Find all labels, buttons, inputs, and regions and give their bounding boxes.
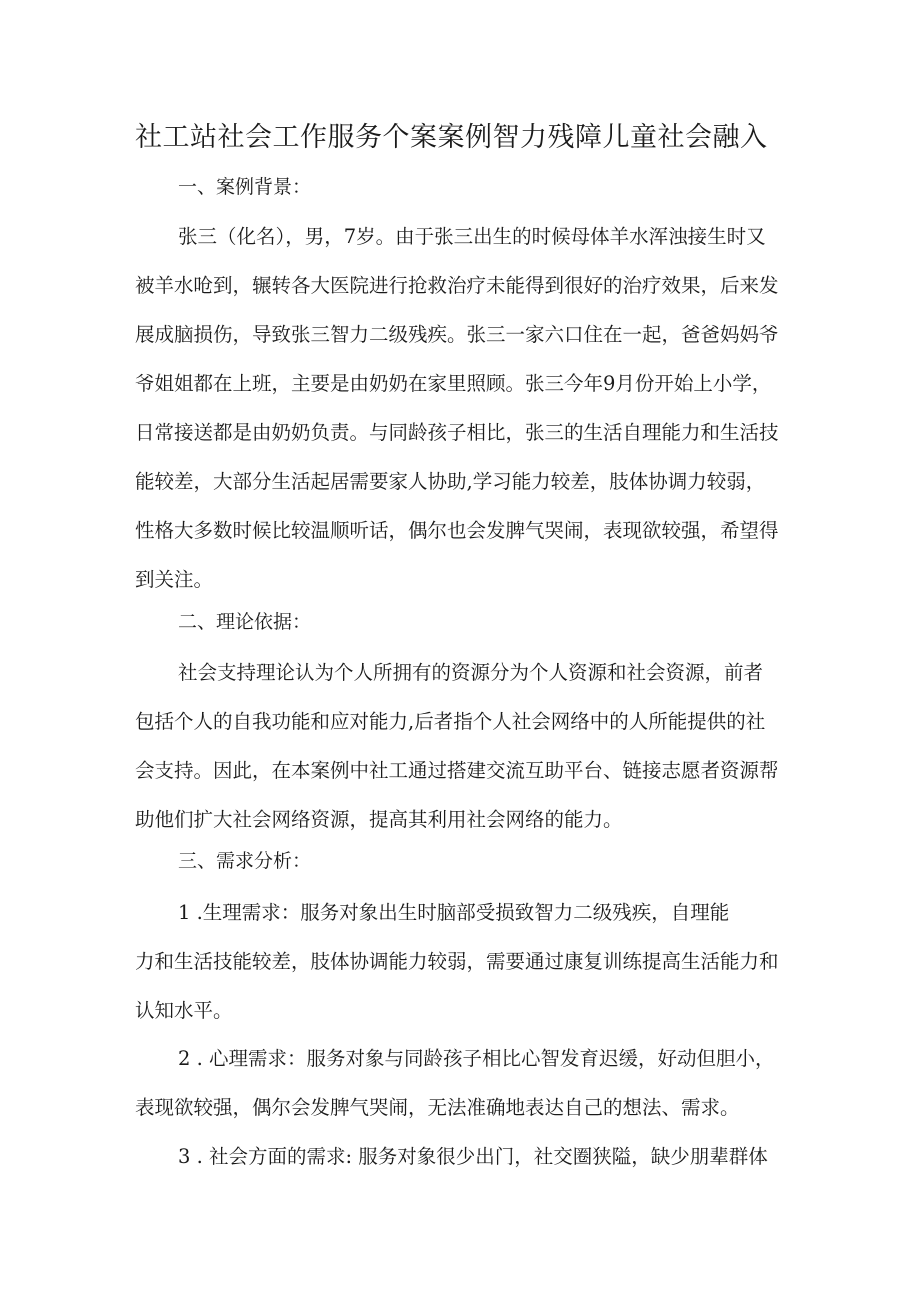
paragraph-line: 力和生活技能较差，肢体协调能力较弱，需要通过康复训练提高生活能力和 (135, 950, 779, 973)
section-heading-background: 一、案例背景： (178, 176, 312, 198)
paragraph-line: 被羊水呛到，辗转各大医院进行抢救治疗未能得到很好的治疗效果，后来发 (135, 274, 779, 297)
paragraph-line: 包括个人的自我功能和应对能力,后者指个人社会网络中的人所能提供的社 (135, 710, 766, 733)
section-heading-theory: 二、理论依据： (178, 611, 312, 633)
paragraph-line: 认知水平。 (135, 999, 233, 1022)
paragraph-line: 性格大多数时候比较温顺听话，偶尔也会发脾气哭闹，表现欲较强，希望得 (135, 519, 779, 542)
paragraph-theory (135, 648, 790, 844)
paragraph-line: 能较差，大部分生活起居需要家人协助,学习能力较差，肢体协调力较弱， (135, 470, 766, 493)
paragraph-line: 日常接送都是由奶奶负责。与同龄孩子相比，张三的生活自理能力和生活技 (135, 421, 779, 444)
paragraph-physiological-needs (135, 888, 790, 1035)
paragraph-line: 表现欲较强，偶尔会发脾气哭闹，无法准确地表达自己的想法、需求。 (135, 1096, 740, 1119)
paragraph-line: 张三（化名），男，7岁。由于张三出生的时候母体羊水浑浊接生时又 (178, 225, 766, 248)
paragraph-line: 1 .生理需求：服务对象出生时脑部受损致智力二级残疾，自理能 (178, 901, 730, 924)
paragraph-line: 3 . 社会方面的需求: 服务对象很少出门，社交圈狭隘，缺少朋辈群体 (178, 1145, 768, 1168)
paragraph-line: 助他们扩大社会网络资源，提高其利用社会网络的能力。 (135, 808, 623, 831)
paragraph-social-needs (135, 1132, 790, 1181)
paragraph-line: 会支持。因此，在本案例中社工通过搭建交流互助平台、链接志愿者资源帮 (135, 759, 779, 782)
paragraph-psychological-needs (135, 1034, 790, 1132)
paragraph-line: 爷姐姐都在上班，主要是由奶奶在家里照顾。张三今年9月份开始上小学， (135, 372, 772, 395)
paragraph-line: 展成脑损伤，导致张三智力二级残疾。张三一家六口住在一起，爸爸妈妈爷 (135, 323, 779, 346)
section-heading-needs: 三、需求分析： (178, 850, 312, 872)
paragraph-line: 到关注。 (135, 568, 214, 591)
paragraph-line: 社会支持理论认为个人所拥有的资源分为个人资源和社会资源，前者 (178, 661, 764, 684)
paragraph-background (135, 212, 790, 604)
paragraph-line: 2 . 心理需求：服务对象与同龄孩子相比心智发育迟缓，好动但胆小， (178, 1047, 775, 1070)
document-title: 社工站社会工作服务个案案例智力残障儿童社会融入 (135, 122, 768, 153)
